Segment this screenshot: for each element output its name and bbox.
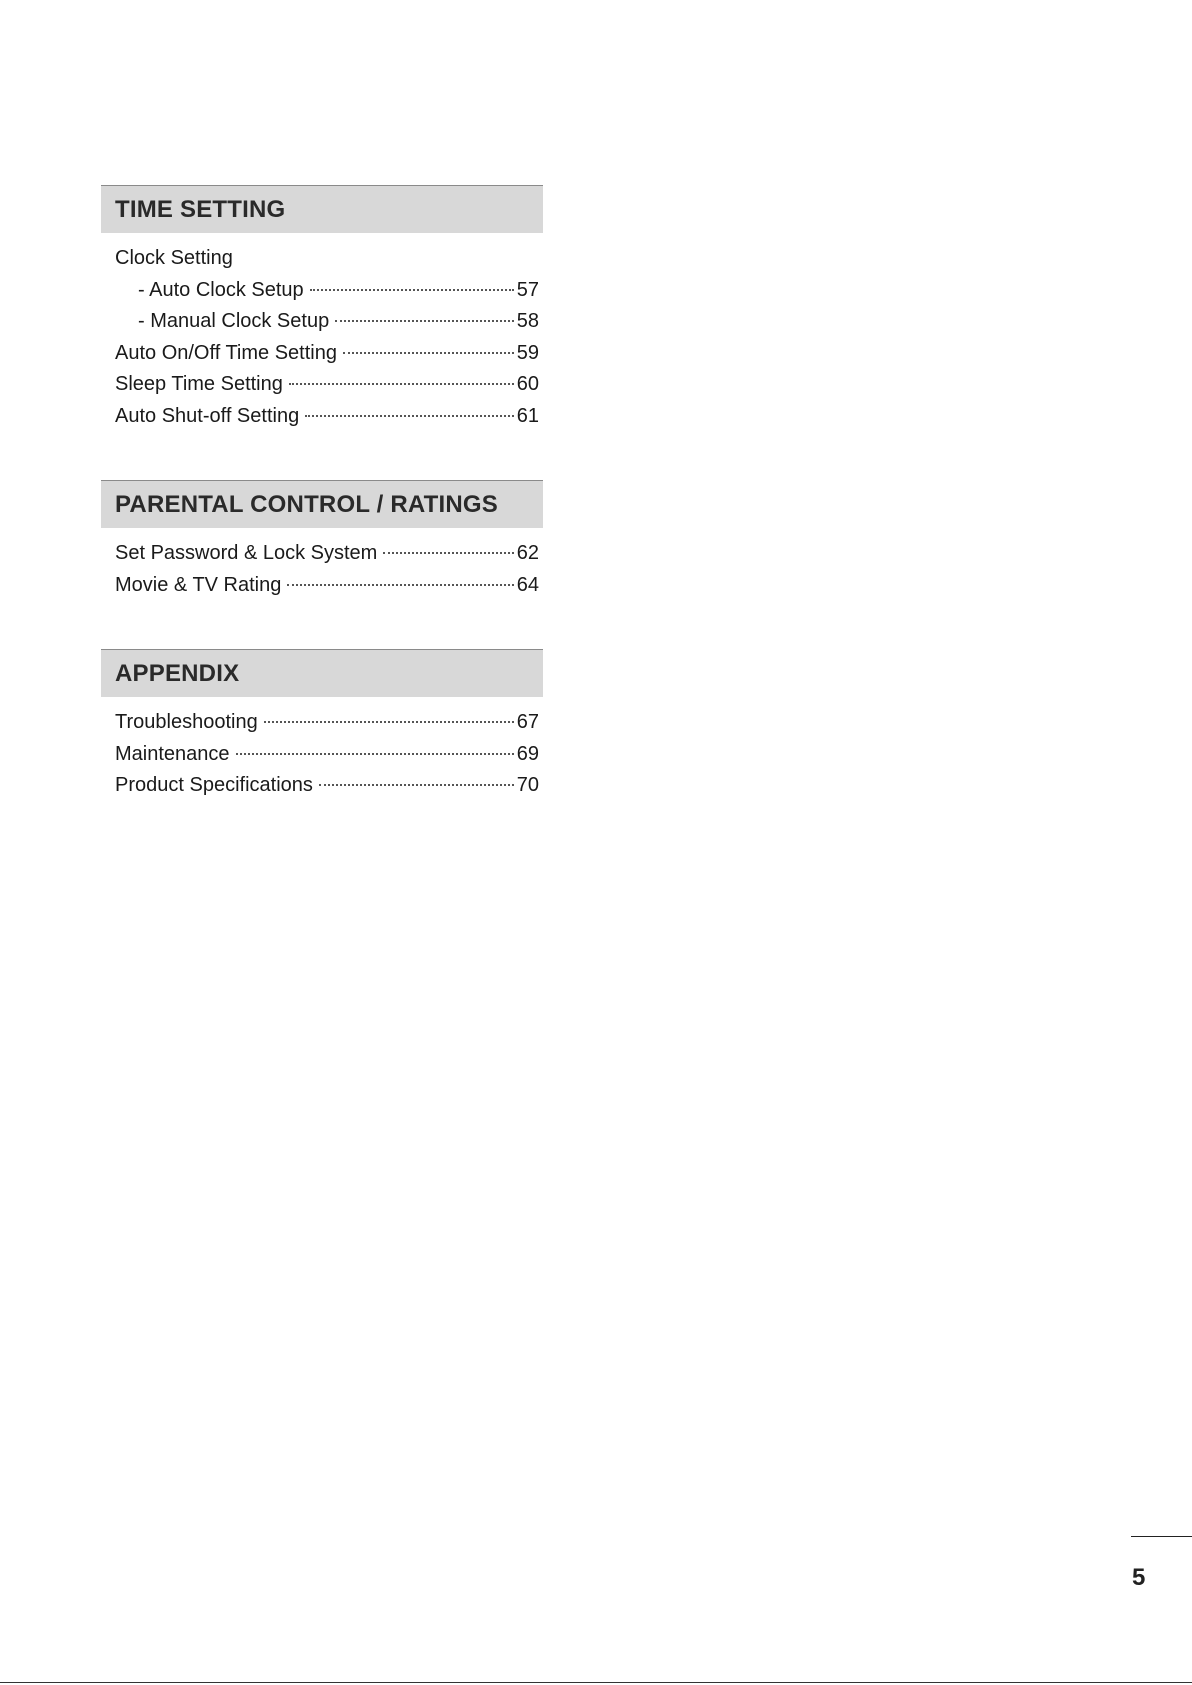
toc-section-time-setting (101, 185, 543, 432)
entry-page-number: 62 (516, 542, 539, 564)
toc-entry-auto-clock-setup[interactable] (101, 275, 543, 307)
toc-entry-product-specifications[interactable] (101, 770, 543, 802)
entry-page-number: 61 (516, 404, 539, 427)
section-title: APPENDIX (115, 659, 240, 687)
section-title: TIME SETTING (115, 195, 286, 223)
dot-leader (305, 415, 514, 417)
section-header (101, 649, 543, 697)
entry-page-number: 64 (516, 573, 539, 596)
page-number-rule (1131, 1536, 1192, 1537)
section-header (101, 185, 543, 233)
toc-entry-auto-shutoff-setting[interactable] (101, 401, 543, 433)
entry-page-number: 60 (516, 373, 539, 395)
entry-page-number: 70 (516, 774, 539, 796)
entry-label: Auto On/Off Time Setting (115, 341, 337, 364)
entry-list (101, 528, 543, 601)
entry-label: Troubleshooting (115, 711, 258, 733)
dot-leader (264, 721, 514, 723)
toc-entry-clock-setting[interactable] (101, 243, 543, 275)
entry-page-number: 57 (516, 278, 539, 301)
section-header (101, 480, 543, 528)
toc-entry-manual-clock-setup[interactable] (101, 306, 543, 338)
entry-label: Clock Setting (115, 247, 233, 269)
dot-leader (383, 552, 513, 554)
toc-entry-troubleshooting[interactable] (101, 707, 543, 739)
entry-label: Maintenance (115, 742, 230, 765)
toc-entry-set-password[interactable] (101, 538, 543, 570)
entry-list (101, 233, 543, 432)
entry-label: Sleep Time Setting (115, 373, 283, 395)
entry-label: Auto Shut-off Setting (115, 404, 300, 427)
entry-page-number: 59 (516, 341, 539, 364)
page-number: 5 (1132, 1564, 1146, 1591)
table-of-contents (101, 185, 543, 850)
toc-entry-maintenance[interactable] (101, 739, 543, 771)
entry-page-number: 67 (516, 711, 539, 733)
dot-leader (236, 753, 514, 755)
dot-leader (310, 289, 514, 291)
entry-label: Product Specifications (115, 774, 313, 796)
dot-leader (343, 352, 514, 354)
section-title: PARENTAL CONTROL / RATINGS (115, 490, 498, 518)
entry-label: Set Password & Lock System (115, 542, 378, 564)
entry-label: Movie & TV Rating (115, 573, 282, 596)
entry-label: - Manual Clock Setup (138, 310, 330, 332)
dot-leader (289, 383, 514, 385)
entry-page-number: 69 (516, 742, 539, 765)
entry-label: - Auto Clock Setup (138, 278, 304, 301)
dot-leader (319, 784, 514, 786)
toc-section-appendix (101, 649, 543, 802)
toc-section-parental-control (101, 480, 543, 601)
entry-list (101, 697, 543, 802)
toc-entry-sleep-time-setting[interactable] (101, 369, 543, 401)
toc-entry-auto-onoff-time-setting[interactable] (101, 338, 543, 370)
entry-page-number: 58 (516, 310, 539, 332)
toc-entry-movie-tv-rating[interactable] (101, 570, 543, 602)
dot-leader (335, 320, 514, 322)
bottom-rule (0, 1682, 1192, 1683)
dot-leader (287, 584, 513, 586)
